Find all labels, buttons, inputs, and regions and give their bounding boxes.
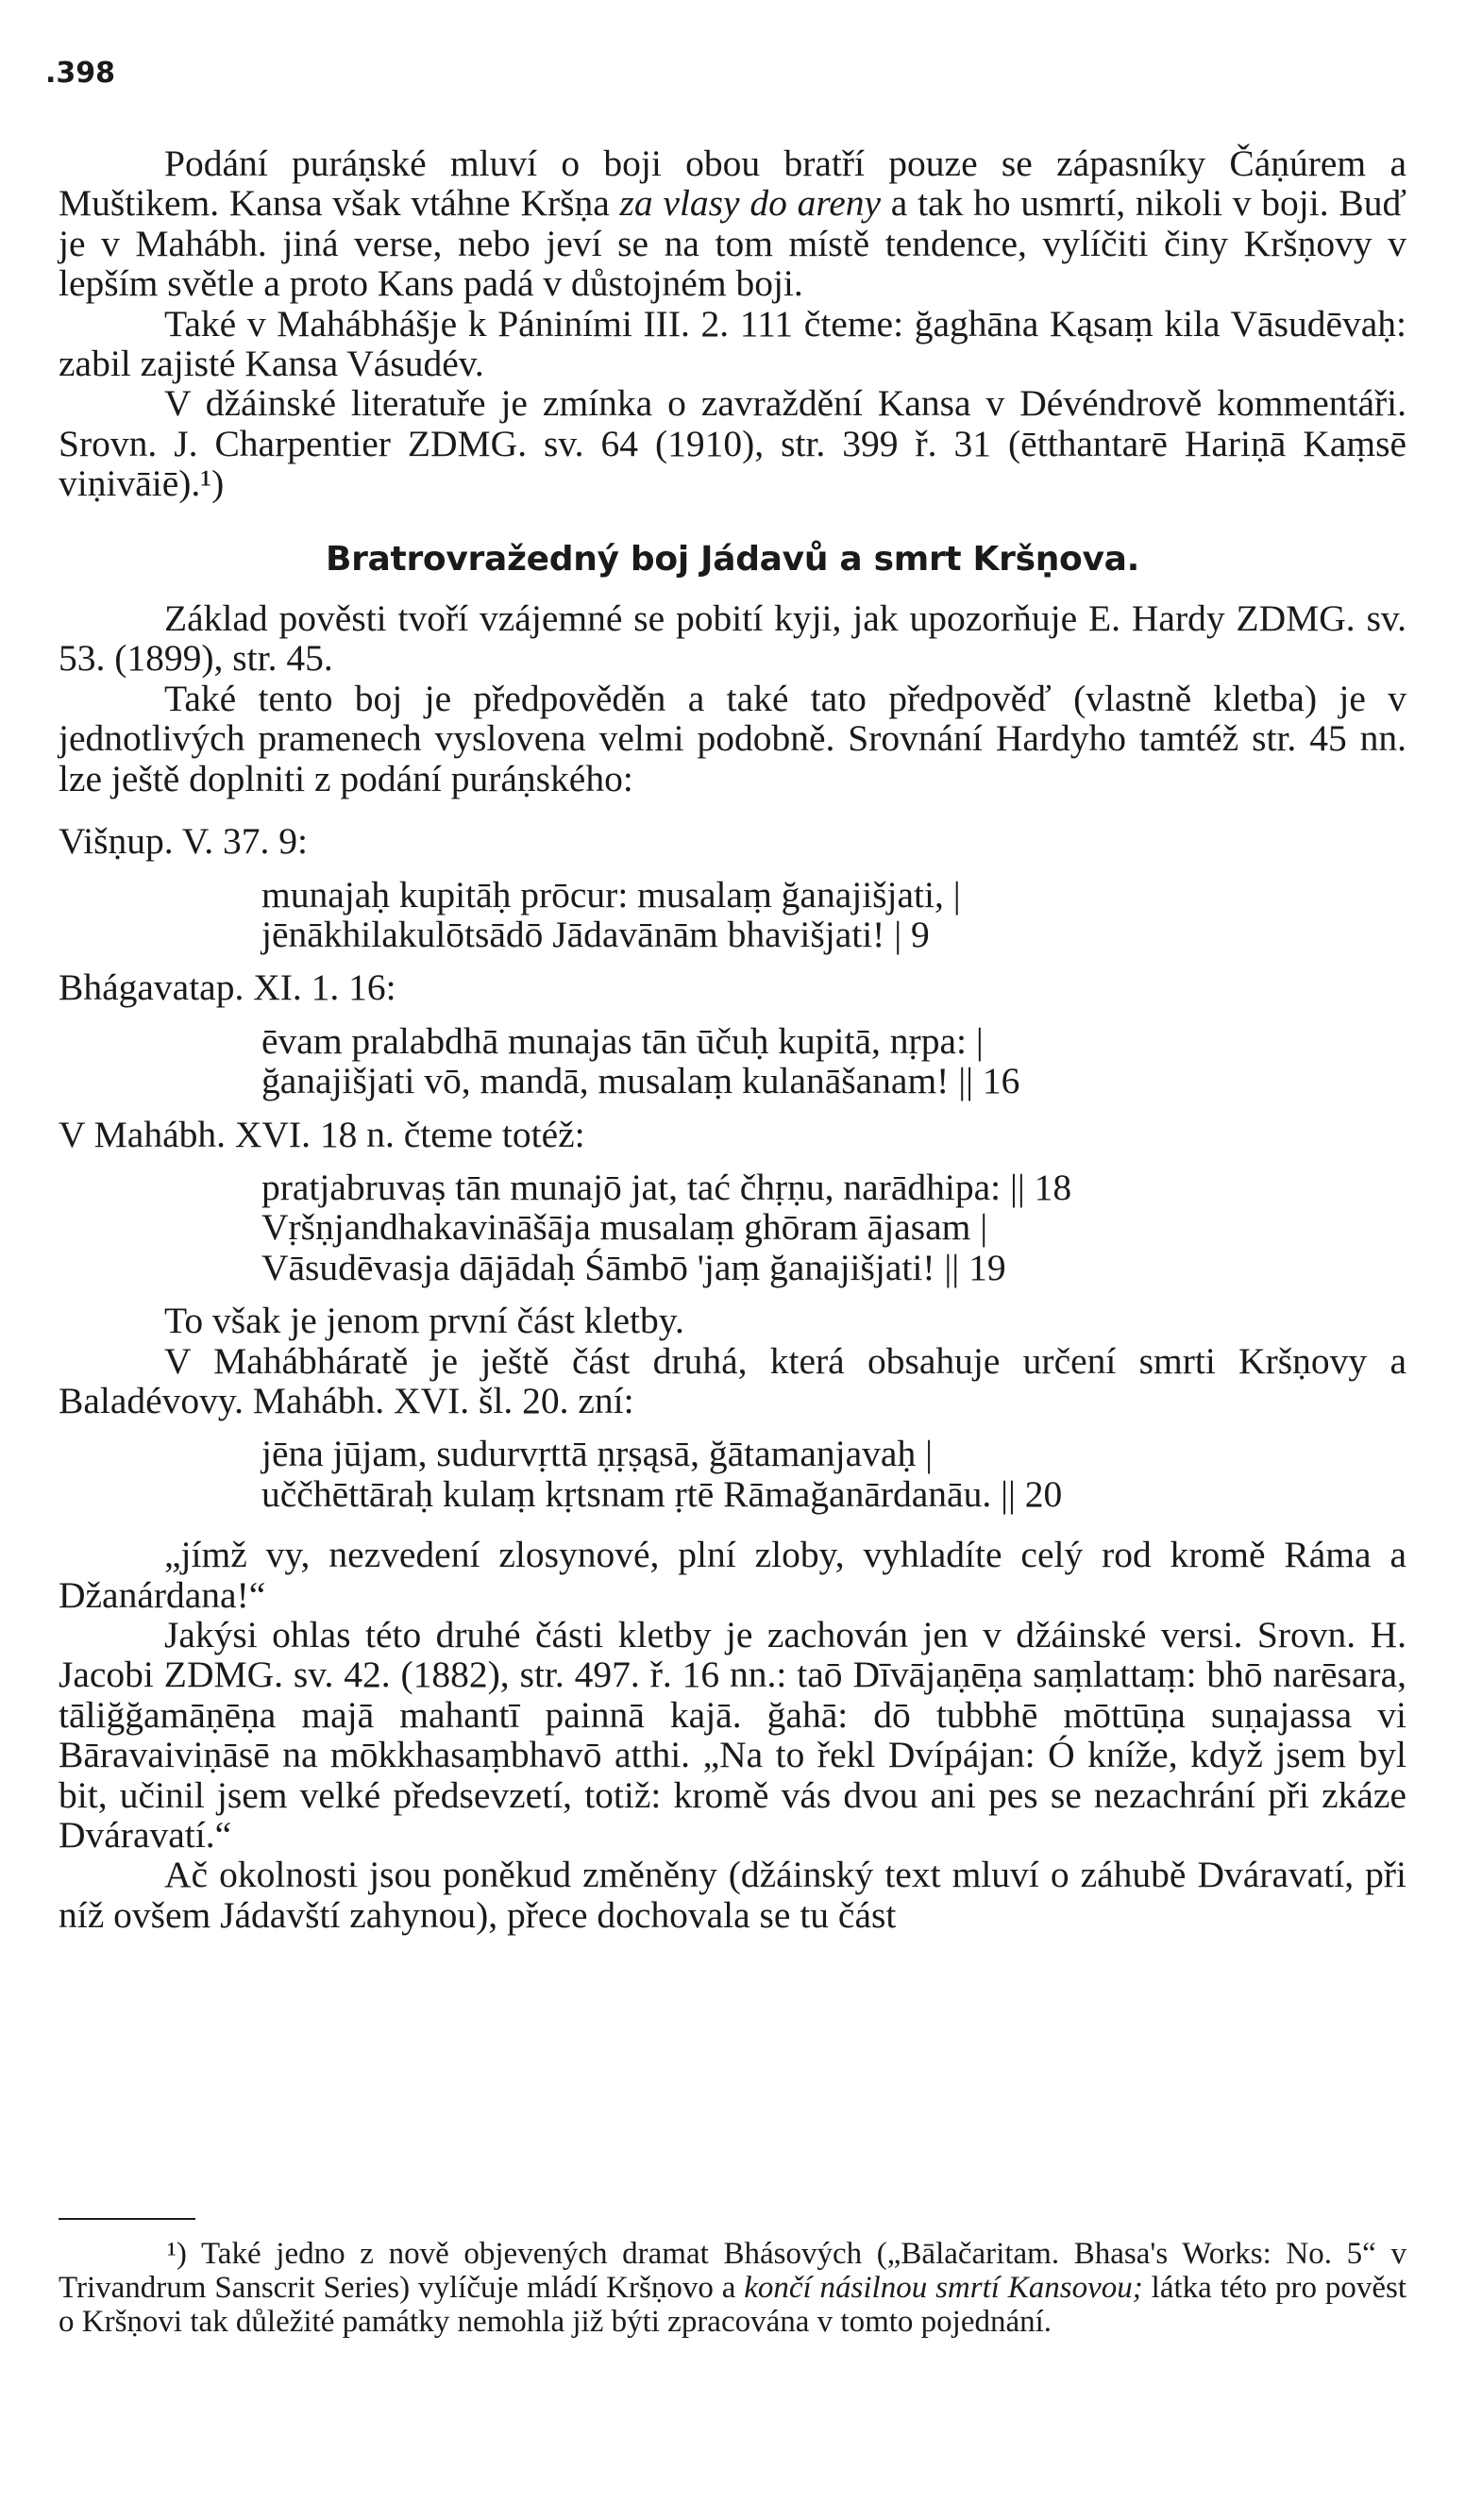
footnote-divider (59, 2218, 195, 2220)
paragraph: V džáinské literatuře je zmínka o zavraždění Kansa v Dévéndrově kommentáři. Srovn. J. Charpentier ZDMG. sv. 64 (1910), str. 399 ř. 31 (ētthantarē Hariṇā Kaṃsē viṇivāiē).¹) (59, 382, 1406, 505)
verse-line: jēnākhilakulōtsādō Jādavānām bhavišjati! | 9 (261, 913, 930, 955)
verse-block (261, 1434, 1406, 1514)
paragraph: Také tento boj je předpověděn a také tato předpověď (vlastně kletba) je v jednotlivých pramenech vyslovena velmi podobně. Srovnání Hardyho tamtéž str. 45 nn. lze ještě doplniti z podání puráṇského: (59, 677, 1406, 799)
source-reference: Bhágavatap. XI. 1. 16: (59, 966, 396, 1009)
paragraph: Ač okolnosti jsou poněkud změněny (džáinský text mluví o záhubě Dváravatí, při níž ovšem Jádavští zahynou), přece dochovala se tu část (59, 1854, 1406, 1936)
text-span: látka této pro pověst o Kršṇovi tak důležité památky nemohla již býti zpracována v tomto pojednání. (59, 2271, 1407, 2340)
verse-line: jēna jūjam, sudurvṛttā ṇṛṣąsā, ğātamanjavaḥ | (261, 1433, 933, 1475)
paragraph: Jakýsi ohlas této druhé části kletby je zachován jen v džáinské versi. Srovn. H. Jacobi ZDMG. sv. 42. (1882), str. 497. ř. 16 nn.: taō Dīvājaṇēṇa saṃlattaṃ: bhō narēsara, tāliğğamāṇēṇa majā mahantī painnā kajā. ğahā: dō tubbhē mōttūṇa suṇajassa vi Bāravaiviṇāsē na mōkkhasaṃbhavō atthi. „Na to řekl Dvípájan: Ó kníže, když jsem byl bit, učinil jsem velké předsevzetí, totiž: kromě vás dvou ani pes se nezachrání při zkáze Dváravatí.“ (59, 1614, 1406, 1856)
footnote (59, 2237, 1406, 2340)
section-title: Bratrovražedný boj Jádavů a smrt Kršṇova. (325, 539, 1140, 579)
source-reference: V Mahábh. XVI. 18 n. čteme totéž: (59, 1113, 585, 1155)
verse-line: Vṛšṇjandhakavināšāja musalaṃ ghōram ājasam | (261, 1206, 988, 1249)
source-reference: Višṇup. V. 37. 9: (59, 820, 308, 863)
verse-line: Vāsudēvasja dājādaḥ Śāmbō 'jaṃ ğanajišjati! || 19 (261, 1246, 1006, 1288)
verse-line: ēvam pralabdhā munajas tān ūčuḥ kupitā, nṛpa: | (261, 1019, 984, 1062)
verse-line: uččhēttāraḥ kulaṃ kṛtsnam ṛtē Rāmağanārdanāu. || 20 (261, 1472, 1063, 1515)
verse-line: pratjabruvaṣ tān munajō jat, tać čhṛṇu, narādhipa: || 18 (261, 1166, 1072, 1208)
text-span: ¹) Také jedno z nově objevených dramat Bhásových („Bālačaritam. Bhasa's Works: No. 5“ v Trivandrum Sanscrit Series) vylíčuje mládí Kršṇovo a (59, 2237, 1406, 2306)
text-span: a tak ho usmrtí, nikoli v boji. Buď je v Mahábh. jiná verse, nebo jeví se na tom místě tendence, vylíčiti činy Kršṇovy v lepším světle a proto Kans padá v důstojném boji. (59, 182, 1406, 305)
paragraph: Základ pověsti tvoří vzájemné se pobití kyji, jak upozorňuje E. Hardy ZDMG. sv. 53. (1899), str. 45. (59, 597, 1406, 680)
footnote-text (59, 2237, 1406, 2340)
paragraph: To však je jenom první část kletby. (164, 1300, 684, 1342)
verse-block (261, 1021, 1406, 1101)
text-span: Podání puráṇské mluví o boji obou bratří pouze se zápasníky Čáṇúrem a Muštikem. Kansa však vtáhne Kršṇa (59, 143, 1406, 225)
paragraph: V Mahábháratě je ještě část druhá, která obsahuje určení smrti Kršṇovy a Baladévovy. Mahábh. XVI. šl. 20. zní: (59, 1339, 1406, 1421)
verse-block (261, 875, 1406, 955)
paragraph: „jímž vy, nezvedení zlosynové, plní zloby, vyhladíte celý rod kromě Ráma a Džanárdana!“ (59, 1534, 1406, 1616)
main-text (59, 143, 1406, 1935)
paragraph: Také v Mahábhášje k Pániními III. 2. 111 čteme: ğaghāna Kąsaṃ kila Vāsudēvaḥ: zabil zajisté Kansa Vásudév. (59, 302, 1406, 385)
verse-line: munajaḥ kupitāḥ prōcur: musalaṃ ğanajišjati, | (261, 873, 961, 916)
italic-text: za vlasy do areny (619, 182, 882, 225)
italic-text: končí násilnou smrtí Kansovou; (744, 2271, 1143, 2306)
page-number: .398 (45, 57, 116, 90)
verse-block (261, 1168, 1406, 1287)
paragraph (59, 143, 1406, 304)
verse-line: ğanajišjati vō, mandā, musalaṃ kulanāšanam! || 16 (261, 1060, 1020, 1102)
